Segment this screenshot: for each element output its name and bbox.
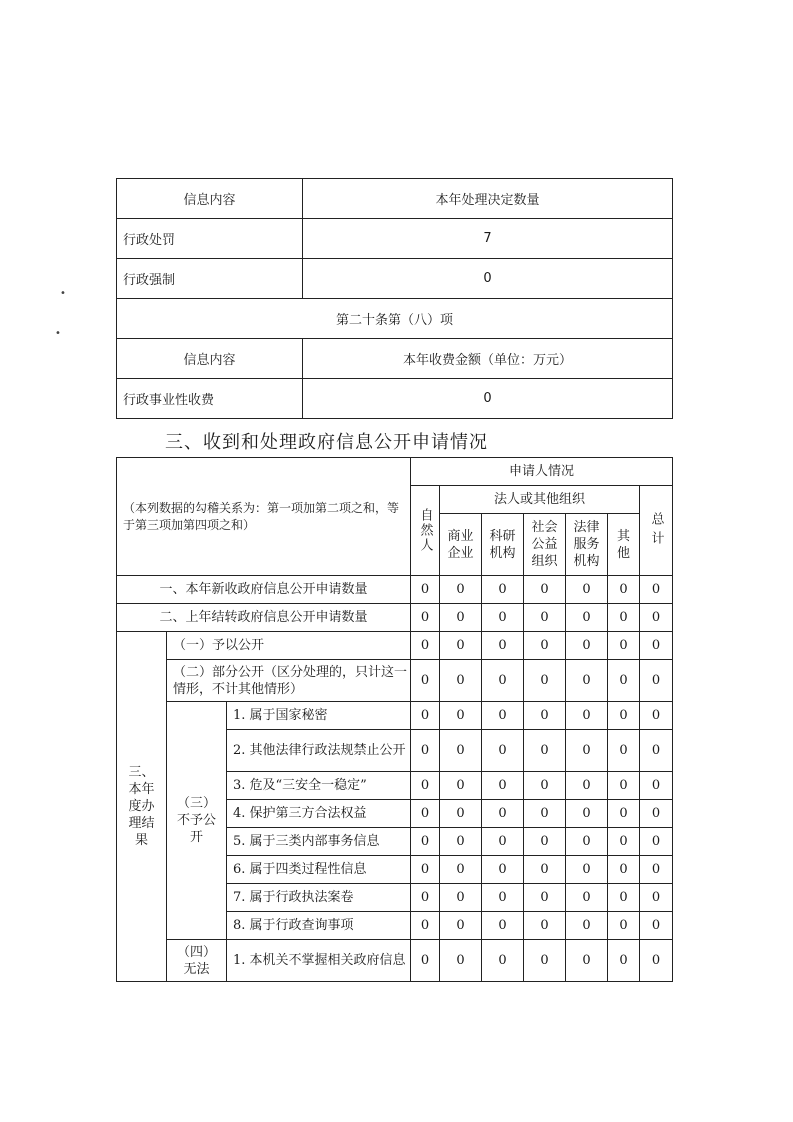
value-cell: 0 <box>411 660 440 702</box>
value-cell: 0 <box>524 856 566 884</box>
item-label: 1. 属于国家秘密 <box>227 702 411 730</box>
scan-mark: • <box>60 288 66 299</box>
value-cell: 0 <box>482 856 524 884</box>
row-value: 0 <box>303 379 673 419</box>
value-cell: 0 <box>411 940 440 982</box>
value-cell: 0 <box>640 632 673 660</box>
group-unable: （四）无法 <box>167 940 227 982</box>
value-cell: 0 <box>640 912 673 940</box>
value-cell: 0 <box>411 856 440 884</box>
value-cell: 0 <box>411 772 440 800</box>
value-cell: 0 <box>440 772 482 800</box>
value-cell: 0 <box>608 828 640 856</box>
item-label: 8. 属于行政查询事项 <box>227 912 411 940</box>
value-cell: 0 <box>482 604 524 632</box>
value-cell: 0 <box>640 730 673 772</box>
row-label: 行政处罚 <box>117 219 303 259</box>
value-cell: 0 <box>608 772 640 800</box>
value-cell: 0 <box>524 632 566 660</box>
value-cell: 0 <box>440 912 482 940</box>
value-cell: 0 <box>440 828 482 856</box>
value-cell: 0 <box>440 632 482 660</box>
value-cell: 0 <box>608 884 640 912</box>
section-title: 三、收到和处理政府信息公开申请情况 <box>165 432 488 453</box>
value-cell: 0 <box>524 772 566 800</box>
value-cell: 0 <box>524 660 566 702</box>
value-cell: 0 <box>524 912 566 940</box>
value-cell: 0 <box>482 800 524 828</box>
legal-entity-header: 法人或其他组织 <box>440 486 640 514</box>
header-info-content: 信息内容 <box>117 179 303 219</box>
value-cell: 0 <box>411 730 440 772</box>
value-cell: 0 <box>482 660 524 702</box>
value-cell: 0 <box>640 576 673 604</box>
value-cell: 0 <box>566 632 608 660</box>
header-decision-count: 本年处理决定数量 <box>303 179 673 219</box>
value-cell: 0 <box>524 702 566 730</box>
value-cell: 0 <box>608 940 640 982</box>
value-cell: 0 <box>640 940 673 982</box>
applicant-header: 申请人情况 <box>411 458 673 486</box>
value-cell: 0 <box>640 884 673 912</box>
value-cell: 0 <box>482 576 524 604</box>
item-label: 4. 保护第三方合法权益 <box>227 800 411 828</box>
value-cell: 0 <box>440 660 482 702</box>
value-cell: 0 <box>566 576 608 604</box>
value-cell: 0 <box>440 702 482 730</box>
value-cell: 0 <box>440 604 482 632</box>
value-cell: 0 <box>608 576 640 604</box>
value-cell: 0 <box>411 604 440 632</box>
fee-table <box>116 178 673 419</box>
row-label: 行政事业性收费 <box>117 379 303 419</box>
value-cell: 0 <box>566 702 608 730</box>
natural-person-header: 自然人 <box>411 486 440 576</box>
value-cell: 0 <box>524 884 566 912</box>
value-cell: 0 <box>440 884 482 912</box>
value-cell: 0 <box>482 772 524 800</box>
value-cell: 0 <box>482 828 524 856</box>
group-results: 三、本年度办理结果 <box>117 632 167 982</box>
value-cell: 0 <box>440 730 482 772</box>
value-cell: 0 <box>566 660 608 702</box>
value-cell: 0 <box>482 912 524 940</box>
value-cell: 0 <box>411 800 440 828</box>
row-value: 7 <box>303 219 673 259</box>
value-cell: 0 <box>411 884 440 912</box>
value-cell: 0 <box>524 730 566 772</box>
group-not-disclosed: （三）不予公开 <box>167 702 227 940</box>
value-cell: 0 <box>524 576 566 604</box>
row-partial: （二）部分公开（区分处理的，只计这一情形，不计其他情形） <box>167 660 411 702</box>
value-cell: 0 <box>608 604 640 632</box>
value-cell: 0 <box>482 702 524 730</box>
value-cell: 0 <box>411 632 440 660</box>
value-cell: 0 <box>640 856 673 884</box>
row-new-applications: 一、本年新收政府信息公开申请数量 <box>117 576 411 604</box>
header-fee-amount: 本年收费金额（单位：万元） <box>303 339 673 379</box>
item-label: 7. 属于行政执法案卷 <box>227 884 411 912</box>
value-cell: 0 <box>440 800 482 828</box>
value-cell: 0 <box>524 800 566 828</box>
row-carried-over: 二、上年结转政府信息公开申请数量 <box>117 604 411 632</box>
item-label: 6. 属于四类过程性信息 <box>227 856 411 884</box>
item-label: 5. 属于三类内部事务信息 <box>227 828 411 856</box>
item-label: 3. 危及“三安全一稳定” <box>227 772 411 800</box>
col-research: 科研机构 <box>482 514 524 576</box>
value-cell: 0 <box>608 660 640 702</box>
value-cell: 0 <box>524 604 566 632</box>
header-info-content: 信息内容 <box>117 339 303 379</box>
value-cell: 0 <box>524 828 566 856</box>
value-cell: 0 <box>440 856 482 884</box>
total-header: 总计 <box>640 486 673 576</box>
section-row: 第二十条第（八）项 <box>117 299 673 339</box>
value-cell: 0 <box>566 856 608 884</box>
value-cell: 0 <box>440 576 482 604</box>
item-label: 2. 其他法律行政法规禁止公开 <box>227 730 411 772</box>
note-cell: （本列数据的勾稽关系为：第一项加第二项之和，等于第三项加第四项之和） <box>117 458 411 576</box>
col-commercial: 商业企业 <box>440 514 482 576</box>
value-cell: 0 <box>411 702 440 730</box>
value-cell: 0 <box>440 940 482 982</box>
value-cell: 0 <box>566 828 608 856</box>
value-cell: 0 <box>640 604 673 632</box>
application-table <box>116 457 673 982</box>
value-cell: 0 <box>640 702 673 730</box>
row-label: 行政强制 <box>117 259 303 299</box>
value-cell: 0 <box>411 576 440 604</box>
value-cell: 0 <box>640 800 673 828</box>
value-cell: 0 <box>566 800 608 828</box>
value-cell: 0 <box>640 772 673 800</box>
value-cell: 0 <box>566 884 608 912</box>
col-other: 其他 <box>608 514 640 576</box>
value-cell: 0 <box>566 912 608 940</box>
value-cell: 0 <box>524 940 566 982</box>
value-cell: 0 <box>482 884 524 912</box>
col-public-welfare: 社会公益组织 <box>524 514 566 576</box>
value-cell: 0 <box>566 730 608 772</box>
value-cell: 0 <box>566 772 608 800</box>
value-cell: 0 <box>482 632 524 660</box>
col-legal-service: 法律服务机构 <box>566 514 608 576</box>
row-disclosed: （一）予以公开 <box>167 632 411 660</box>
item-label: 1. 本机关不掌握相关政府信息 <box>227 940 411 982</box>
row-value: 0 <box>303 259 673 299</box>
value-cell: 0 <box>482 730 524 772</box>
value-cell: 0 <box>608 800 640 828</box>
value-cell: 0 <box>608 912 640 940</box>
scan-mark: • <box>55 328 61 339</box>
value-cell: 0 <box>608 856 640 884</box>
value-cell: 0 <box>608 632 640 660</box>
value-cell: 0 <box>482 940 524 982</box>
value-cell: 0 <box>411 828 440 856</box>
value-cell: 0 <box>608 730 640 772</box>
value-cell: 0 <box>566 604 608 632</box>
value-cell: 0 <box>640 660 673 702</box>
value-cell: 0 <box>566 940 608 982</box>
value-cell: 0 <box>608 702 640 730</box>
value-cell: 0 <box>411 912 440 940</box>
value-cell: 0 <box>640 828 673 856</box>
